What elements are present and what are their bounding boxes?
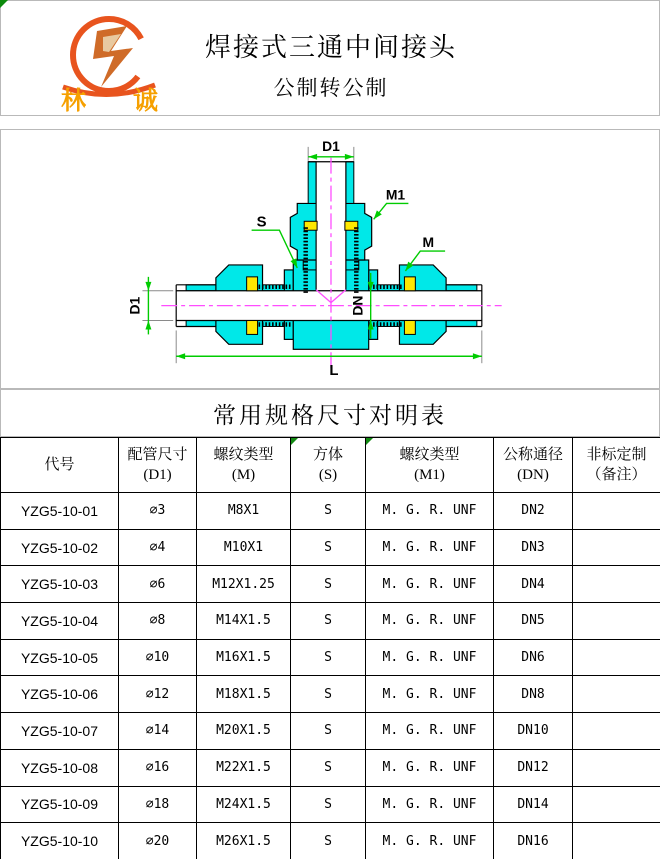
cell-note <box>573 713 660 750</box>
cell-m: M26X1.5 <box>197 823 291 859</box>
cell-m: M10X1 <box>197 529 291 566</box>
cell-dn: DN5 <box>494 603 573 640</box>
table-row <box>1 529 660 566</box>
col-sublabel: (S) <box>318 467 338 483</box>
cell-note <box>573 676 660 713</box>
cell-dn: DN2 <box>494 493 573 530</box>
cell-s: S <box>291 713 366 750</box>
col-label: 螺纹类型 <box>399 446 460 463</box>
cell-m1: M. G. R. UNF <box>366 603 494 640</box>
ferrule <box>247 321 258 335</box>
cell-dn: DN3 <box>494 529 573 566</box>
tee-fitting-drawing <box>1 130 659 388</box>
cell-s: S <box>291 676 366 713</box>
table-row <box>1 676 660 713</box>
col-header-d1 <box>119 438 197 493</box>
cell-s: S <box>291 493 366 530</box>
col-header-s <box>291 438 366 493</box>
table-title: 常用规格尺寸对明表 <box>213 402 447 428</box>
spec-table-section <box>0 437 660 859</box>
ferrule <box>247 277 258 291</box>
cell-note <box>573 749 660 786</box>
table-row <box>1 823 660 859</box>
cell-code: YZG5-10-02 <box>1 529 119 566</box>
cell-m1: M. G. R. UNF <box>366 529 494 566</box>
cell-note <box>573 786 660 823</box>
cell-m: M12X1.25 <box>197 566 291 603</box>
cell-code: YZG5-10-05 <box>1 639 119 676</box>
col-header-note <box>573 438 660 493</box>
cell-code: YZG5-10-07 <box>1 713 119 750</box>
cell-d1: ∅3 <box>119 493 197 530</box>
dim-label-d1-top: D1 <box>322 137 340 154</box>
table-row <box>1 566 660 603</box>
ferrule <box>304 221 317 230</box>
cell-code: YZG5-10-10 <box>1 823 119 859</box>
table-header-row <box>1 438 660 493</box>
col-sublabel: (M1) <box>414 467 445 483</box>
cell-d1: ∅20 <box>119 823 197 859</box>
cell-m1: M. G. R. UNF <box>366 749 494 786</box>
cell-s: S <box>291 749 366 786</box>
dim-label-s: S <box>256 214 267 231</box>
col-label: 螺纹类型 <box>213 446 274 463</box>
cell-dn: DN16 <box>494 823 573 859</box>
cell-m: M22X1.5 <box>197 749 291 786</box>
col-sublabel: (D1) <box>143 467 172 483</box>
cell-s: S <box>291 566 366 603</box>
cell-d1: ∅8 <box>119 603 197 640</box>
cell-s: S <box>291 603 366 640</box>
table-row <box>1 493 660 530</box>
dim-label-dn: DN <box>349 295 366 316</box>
logo-char-right: 诚 <box>133 88 159 113</box>
header-titles <box>1 1 660 102</box>
cell-m: M24X1.5 <box>197 786 291 823</box>
col-label: 公称通径 <box>502 446 563 463</box>
cell-m1: M. G. R. UNF <box>366 639 494 676</box>
cell-m: M20X1.5 <box>197 713 291 750</box>
cell-m: M18X1.5 <box>197 676 291 713</box>
col-label: 方体 <box>312 446 343 463</box>
col-label: 配管尺寸 <box>127 446 188 463</box>
dim-label-l: L <box>329 363 339 380</box>
cell-d1: ∅10 <box>119 639 197 676</box>
cell-m1: M. G. R. UNF <box>366 786 494 823</box>
cell-dn: DN10 <box>494 713 573 750</box>
cell-dn: DN4 <box>494 566 573 603</box>
cell-code: YZG5-10-09 <box>1 786 119 823</box>
cell-s: S <box>291 786 366 823</box>
cell-dn: DN12 <box>494 749 573 786</box>
dim-label-m1: M1 <box>385 186 406 203</box>
cell-d1: ∅14 <box>119 713 197 750</box>
table-row <box>1 749 660 786</box>
table-row <box>1 713 660 750</box>
col-sublabel: （备注） <box>586 467 647 483</box>
cell-note <box>573 493 660 530</box>
page-subtitle: 公制转公制 <box>273 76 389 100</box>
table-row <box>1 786 660 823</box>
cell-d1: ∅12 <box>119 676 197 713</box>
cell-m1: M. G. R. UNF <box>366 713 494 750</box>
drawing-section <box>0 129 660 389</box>
cell-code: YZG5-10-08 <box>1 749 119 786</box>
cell-s: S <box>291 529 366 566</box>
cell-m1: M. G. R. UNF <box>366 493 494 530</box>
dim-label-d1-left: D1 <box>126 296 143 315</box>
cell-m1: M. G. R. UNF <box>366 566 494 603</box>
logo-char-left: 林 <box>61 88 87 113</box>
cell-code: YZG5-10-01 <box>1 493 119 530</box>
cell-d1: ∅18 <box>119 786 197 823</box>
cell-note <box>573 566 660 603</box>
cell-m: M8X1 <box>197 493 291 530</box>
cell-code: YZG5-10-06 <box>1 676 119 713</box>
header-section <box>0 0 660 116</box>
cell-code: YZG5-10-03 <box>1 566 119 603</box>
cell-m: M16X1.5 <box>197 639 291 676</box>
col-header-dn <box>494 438 573 493</box>
cell-m1: M. G. R. UNF <box>366 676 494 713</box>
col-label: 非标定制 <box>586 446 647 463</box>
cell-note <box>573 639 660 676</box>
ferrule <box>404 277 415 291</box>
cell-d1: ∅16 <box>119 749 197 786</box>
cell-note <box>573 529 660 566</box>
table-row <box>1 603 660 640</box>
cell-d1: ∅6 <box>119 566 197 603</box>
dim-label-m: M <box>422 234 435 251</box>
cell-s: S <box>291 639 366 676</box>
sheet-corner-flag <box>0 0 8 8</box>
cell-m: M14X1.5 <box>197 603 291 640</box>
cell-code: YZG5-10-04 <box>1 603 119 640</box>
col-sublabel: (M) <box>231 467 256 483</box>
col-header-m1 <box>366 438 494 493</box>
page-title: 焊接式三通中间接头 <box>204 33 457 62</box>
col-header-m <box>197 438 291 493</box>
cell-dn: DN8 <box>494 676 573 713</box>
spec-table-body <box>1 493 660 859</box>
spec-table <box>0 437 660 859</box>
ferrule <box>345 221 358 230</box>
table-title-bar <box>0 389 660 437</box>
col-sublabel: (DN) <box>517 467 549 483</box>
cell-s: S <box>291 823 366 859</box>
col-header-code <box>1 438 119 493</box>
cell-dn: DN14 <box>494 786 573 823</box>
ferrule <box>404 321 415 335</box>
cell-note <box>573 603 660 640</box>
table-row <box>1 639 660 676</box>
cell-note <box>573 823 660 859</box>
cell-m1: M. G. R. UNF <box>366 823 494 859</box>
col-label: 代号 <box>44 456 75 473</box>
cell-dn: DN6 <box>494 639 573 676</box>
cell-d1: ∅4 <box>119 529 197 566</box>
